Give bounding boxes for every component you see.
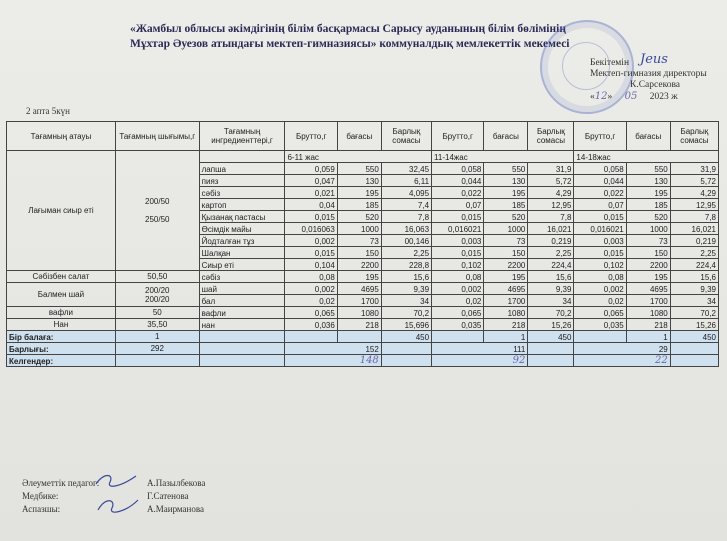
total-weight: 292 <box>115 343 199 355</box>
dish-lagman: Лағыман сиыр еті <box>7 151 116 271</box>
cell-brutto-1: 0,021 <box>285 187 337 199</box>
cell-price-1: 195 <box>337 271 381 283</box>
cell-price-2: 550 <box>484 163 528 175</box>
cell-ingredient: Сиыр еті <box>199 259 285 271</box>
cell-price-1: 1000 <box>337 223 381 235</box>
age-group-1: 6-11 жас <box>285 151 432 163</box>
cell-price-3: 1700 <box>626 295 670 307</box>
col-brutto-2: Брутто,г <box>432 122 484 151</box>
sum-empty <box>337 331 381 343</box>
sum-empty <box>574 331 626 343</box>
cell-price-1: 73 <box>337 235 381 247</box>
sum-empty <box>199 331 285 343</box>
per-child-row <box>7 331 719 343</box>
lagman-weight <box>115 151 199 271</box>
cell-price-1: 1080 <box>337 307 381 319</box>
dish-tea: Балмен шай <box>7 283 116 307</box>
week-day-label: 2 апта 5күн <box>26 106 70 116</box>
cell-price-3: 185 <box>626 199 670 211</box>
cell-total-2: 5,72 <box>528 175 574 187</box>
cell-brutto-3: 0,016021 <box>574 223 626 235</box>
cell-total-1: 7,4 <box>381 199 431 211</box>
col-price-1: бағасы <box>337 122 381 151</box>
cell-brutto-3: 0,002 <box>574 283 626 295</box>
cell-price-1: 150 <box>337 247 381 259</box>
cell-price-3: 218 <box>626 319 670 331</box>
cell-price-3: 195 <box>626 271 670 283</box>
date-prefix: « <box>590 92 595 102</box>
cell-total-1: 7,8 <box>381 211 431 223</box>
attended-v2: 92 <box>432 355 528 367</box>
cell-brutto-2: 0,065 <box>432 307 484 319</box>
table-header-row <box>7 122 719 151</box>
cell-brutto-2: 0,022 <box>432 187 484 199</box>
cell-brutto-3: 0,003 <box>574 235 626 247</box>
cell-brutto-1: 0,059 <box>285 163 337 175</box>
total-row <box>7 343 719 355</box>
cell-price-2: 195 <box>484 271 528 283</box>
table-row <box>7 307 719 319</box>
cell-total-1: 70,2 <box>381 307 431 319</box>
dish-waffle: вафли <box>7 307 116 319</box>
total-label: Барлығы: <box>7 343 116 355</box>
cell-price-1: 218 <box>337 319 381 331</box>
cell-total-3: 5,72 <box>670 175 718 187</box>
sum-empty <box>670 343 718 355</box>
cell-ingredient: нан <box>199 319 285 331</box>
sum-empty <box>528 343 574 355</box>
cell-brutto-1: 0,065 <box>285 307 337 319</box>
cell-price-2: 4695 <box>484 283 528 295</box>
cell-price-1: 195 <box>337 187 381 199</box>
cell-total-3: 31,9 <box>670 163 718 175</box>
cell-price-2: 185 <box>484 199 528 211</box>
sum-empty <box>199 343 285 355</box>
sum-empty <box>670 355 718 367</box>
per-child-v3: 450 <box>528 331 574 343</box>
cell-price-2: 150 <box>484 247 528 259</box>
cell-price-3: 150 <box>626 247 670 259</box>
cell-ingredient: пияз <box>199 175 285 187</box>
cell-total-1: 16,063 <box>381 223 431 235</box>
director-role: Мектеп-гимназия директоры <box>590 69 707 79</box>
col-total-1: Барлық сомасы <box>381 122 431 151</box>
date-year: 2023 ж <box>649 92 678 102</box>
cell-price-2: 1000 <box>484 223 528 235</box>
per-child-v4: 1 <box>626 331 670 343</box>
cell-total-2: 2,25 <box>528 247 574 259</box>
cell-total-1: 15,696 <box>381 319 431 331</box>
cell-brutto-2: 0,08 <box>432 271 484 283</box>
cell-brutto-2: 0,102 <box>432 259 484 271</box>
age-group-row <box>7 151 719 163</box>
cell-total-3: 224,4 <box>670 259 718 271</box>
lagman-weight-1: 200/50 <box>145 197 170 206</box>
cell-ingredient: Қызанақ пастасы <box>199 211 285 223</box>
cell-brutto-1: 0,047 <box>285 175 337 187</box>
cell-brutto-2: 0,015 <box>432 247 484 259</box>
cell-total-2: 16,021 <box>528 223 574 235</box>
sum-empty <box>285 331 337 343</box>
cell-brutto-3: 0,035 <box>574 319 626 331</box>
cell-brutto-1: 0,002 <box>285 235 337 247</box>
col-dish: Тағамның атауы <box>7 122 116 151</box>
cell-brutto-2: 0,07 <box>432 199 484 211</box>
cell-ingredient: сәбіз <box>199 271 285 283</box>
tea-weight-1: 200/20 <box>145 285 170 295</box>
cell-total-2: 224,4 <box>528 259 574 271</box>
cell-total-3: 70,2 <box>670 307 718 319</box>
director-signature: Jeus <box>640 52 668 67</box>
total-v2: 111 <box>432 343 528 355</box>
cell-price-1: 185 <box>337 199 381 211</box>
cell-brutto-3: 0,044 <box>574 175 626 187</box>
sum-empty <box>381 343 431 355</box>
cell-total-1: 2,25 <box>381 247 431 259</box>
cell-ingredient: бал <box>199 295 285 307</box>
cell-price-3: 520 <box>626 211 670 223</box>
cell-brutto-2: 0,02 <box>432 295 484 307</box>
cell-total-1: 34 <box>381 295 431 307</box>
cell-total-3: 15,6 <box>670 271 718 283</box>
cell-price-3: 195 <box>626 187 670 199</box>
col-brutto-1: Брутто,г <box>285 122 337 151</box>
cook-name: А.Маирманова <box>147 504 204 514</box>
cell-brutto-2: 0,003 <box>432 235 484 247</box>
cell-ingredient: шай <box>199 283 285 295</box>
cell-brutto-3: 0,058 <box>574 163 626 175</box>
cell-price-3: 1080 <box>626 307 670 319</box>
cell-total-3: 9,39 <box>670 283 718 295</box>
cell-price-1: 2200 <box>337 259 381 271</box>
dish-waffle-weight: 50 <box>115 307 199 319</box>
cell-price-2: 218 <box>484 319 528 331</box>
cell-brutto-3: 0,08 <box>574 271 626 283</box>
cell-brutto-3: 0,07 <box>574 199 626 211</box>
cell-price-1: 520 <box>337 211 381 223</box>
total-v3: 29 <box>574 343 670 355</box>
cell-price-3: 2200 <box>626 259 670 271</box>
cell-ingredient: Йодталған тұз <box>199 235 285 247</box>
cell-total-3: 2,25 <box>670 247 718 259</box>
dish-bread: Нан <box>7 319 116 331</box>
total-v1: 152 <box>285 343 381 355</box>
cook-role: Аспазшы: <box>22 504 61 514</box>
approval-date <box>590 91 707 103</box>
cell-total-2: 7,8 <box>528 211 574 223</box>
sum-empty <box>528 355 574 367</box>
nurse-name: Г.Сатенова <box>147 491 189 501</box>
cell-price-2: 520 <box>484 211 528 223</box>
cell-brutto-1: 0,036 <box>285 319 337 331</box>
cell-ingredient: картоп <box>199 199 285 211</box>
col-ingredient: Тағамның ингредиенттері,г <box>199 122 285 151</box>
cell-total-1: 9,39 <box>381 283 431 295</box>
dish-tea-weight <box>115 283 199 307</box>
sum-empty <box>199 355 285 367</box>
cell-brutto-1: 0,104 <box>285 259 337 271</box>
sum-empty <box>432 331 484 343</box>
cell-total-3: 7,8 <box>670 211 718 223</box>
col-total-2: Барлық сомасы <box>528 122 574 151</box>
table-row <box>7 271 719 283</box>
cell-ingredient: сәбіз <box>199 187 285 199</box>
cell-brutto-3: 0,015 <box>574 211 626 223</box>
cell-total-2: 31,9 <box>528 163 574 175</box>
menu-table <box>6 121 719 367</box>
cell-brutto-3: 0,065 <box>574 307 626 319</box>
cell-total-2: 15,6 <box>528 271 574 283</box>
cell-total-3: 0,219 <box>670 235 718 247</box>
cell-total-3: 4,29 <box>670 187 718 199</box>
cell-total-1: 228,8 <box>381 259 431 271</box>
cell-brutto-1: 0,04 <box>285 199 337 211</box>
cell-price-1: 4695 <box>337 283 381 295</box>
director-name: К.Сарсекова <box>630 80 681 90</box>
cell-total-2: 15,26 <box>528 319 574 331</box>
lagman-weight-2: 250/50 <box>145 215 170 224</box>
cell-brutto-1: 0,016063 <box>285 223 337 235</box>
title-line-1: «Жамбыл облысы әкімдігінің білім басқармасы Сарысу ауданының білім бөлімінің <box>130 23 566 35</box>
cell-ingredient: вафли <box>199 307 285 319</box>
date-sep: » <box>607 92 613 102</box>
cell-total-1: 6,11 <box>381 175 431 187</box>
age-empty <box>199 151 285 163</box>
cell-total-2: 9,39 <box>528 283 574 295</box>
per-child-label: Бір балаға: <box>7 331 116 343</box>
cell-brutto-2: 0,058 <box>432 163 484 175</box>
cell-brutto-3: 0,102 <box>574 259 626 271</box>
cell-brutto-3: 0,015 <box>574 247 626 259</box>
cell-total-3: 12,95 <box>670 199 718 211</box>
handwritten-signatures <box>92 470 142 518</box>
col-weight: Тағамның шығымы,г <box>115 122 199 151</box>
date-month: 05 <box>624 91 638 102</box>
cell-total-2: 34 <box>528 295 574 307</box>
social-pedagogue-role: Әлеуметтік педагог: <box>22 478 100 488</box>
social-pedagogue-name: А.Пазылбекова <box>147 478 206 488</box>
per-child-v5: 450 <box>670 331 718 343</box>
dish-salad-weight: 50,50 <box>115 271 199 283</box>
cell-total-1: 4,095 <box>381 187 431 199</box>
cell-total-2: 12,95 <box>528 199 574 211</box>
cell-brutto-2: 0,016021 <box>432 223 484 235</box>
cell-brutto-2: 0,002 <box>432 283 484 295</box>
cell-brutto-2: 0,044 <box>432 175 484 187</box>
cell-price-3: 73 <box>626 235 670 247</box>
cell-price-3: 1000 <box>626 223 670 235</box>
cell-price-1: 1700 <box>337 295 381 307</box>
cell-ingredient: Өсімдік майы <box>199 223 285 235</box>
cell-total-2: 70,2 <box>528 307 574 319</box>
cell-brutto-2: 0,035 <box>432 319 484 331</box>
table-row <box>7 283 719 295</box>
cell-price-2: 2200 <box>484 259 528 271</box>
cell-ingredient: Шалқан <box>199 247 285 259</box>
col-brutto-3: Брутто,г <box>574 122 626 151</box>
table-row <box>7 319 719 331</box>
cell-ingredient: лапша <box>199 163 285 175</box>
dish-salad: Сәбізбен салат <box>7 271 116 283</box>
attended-v3: 22 <box>574 355 670 367</box>
sum-empty <box>381 355 431 367</box>
cell-price-2: 1700 <box>484 295 528 307</box>
tea-weight-2: 200/20 <box>145 294 170 304</box>
age-group-2: 11-14жас <box>432 151 574 163</box>
cell-total-3: 15,26 <box>670 319 718 331</box>
nurse-role: Медбике: <box>22 491 59 501</box>
cell-brutto-3: 0,022 <box>574 187 626 199</box>
col-price-3: бағасы <box>626 122 670 151</box>
cell-price-1: 550 <box>337 163 381 175</box>
cell-brutto-1: 0,015 <box>285 211 337 223</box>
per-child-v2: 1 <box>484 331 528 343</box>
col-total-3: Барлық сомасы <box>670 122 718 151</box>
document-title <box>130 22 600 52</box>
cell-total-1: 00,146 <box>381 235 431 247</box>
cell-total-2: 4,29 <box>528 187 574 199</box>
col-price-2: бағасы <box>484 122 528 151</box>
cell-price-3: 4695 <box>626 283 670 295</box>
cell-brutto-3: 0,02 <box>574 295 626 307</box>
cell-total-1: 32,45 <box>381 163 431 175</box>
age-group-3: 14-18жас <box>574 151 719 163</box>
cell-brutto-1: 0,08 <box>285 271 337 283</box>
cell-price-2: 73 <box>484 235 528 247</box>
per-child-v1: 450 <box>381 331 431 343</box>
cell-price-3: 130 <box>626 175 670 187</box>
cell-price-2: 195 <box>484 187 528 199</box>
dish-bread-weight: 35,50 <box>115 319 199 331</box>
approval-block <box>590 58 707 103</box>
date-day: 12 <box>594 91 608 102</box>
attended-v1: 148 <box>285 355 381 367</box>
cell-price-2: 1080 <box>484 307 528 319</box>
cell-total-1: 15,6 <box>381 271 431 283</box>
sum-empty <box>115 355 199 367</box>
attended-row <box>7 355 719 367</box>
per-child-weight: 1 <box>115 331 199 343</box>
attended-label: Келгендер: <box>7 355 116 367</box>
cell-total-3: 34 <box>670 295 718 307</box>
cell-brutto-2: 0,015 <box>432 211 484 223</box>
approved-label: Бекітемін <box>590 58 630 68</box>
cell-brutto-1: 0,015 <box>285 247 337 259</box>
cell-price-2: 130 <box>484 175 528 187</box>
cell-brutto-1: 0,002 <box>285 283 337 295</box>
title-line-2: Мұхтар Әуезов атындағы мектеп-гимназиясы» коммуналдық мемлекеттік мекемесі <box>130 38 570 50</box>
cell-brutto-1: 0,02 <box>285 295 337 307</box>
cell-total-2: 0,219 <box>528 235 574 247</box>
cell-price-1: 130 <box>337 175 381 187</box>
cell-total-3: 16,021 <box>670 223 718 235</box>
cell-price-3: 550 <box>626 163 670 175</box>
